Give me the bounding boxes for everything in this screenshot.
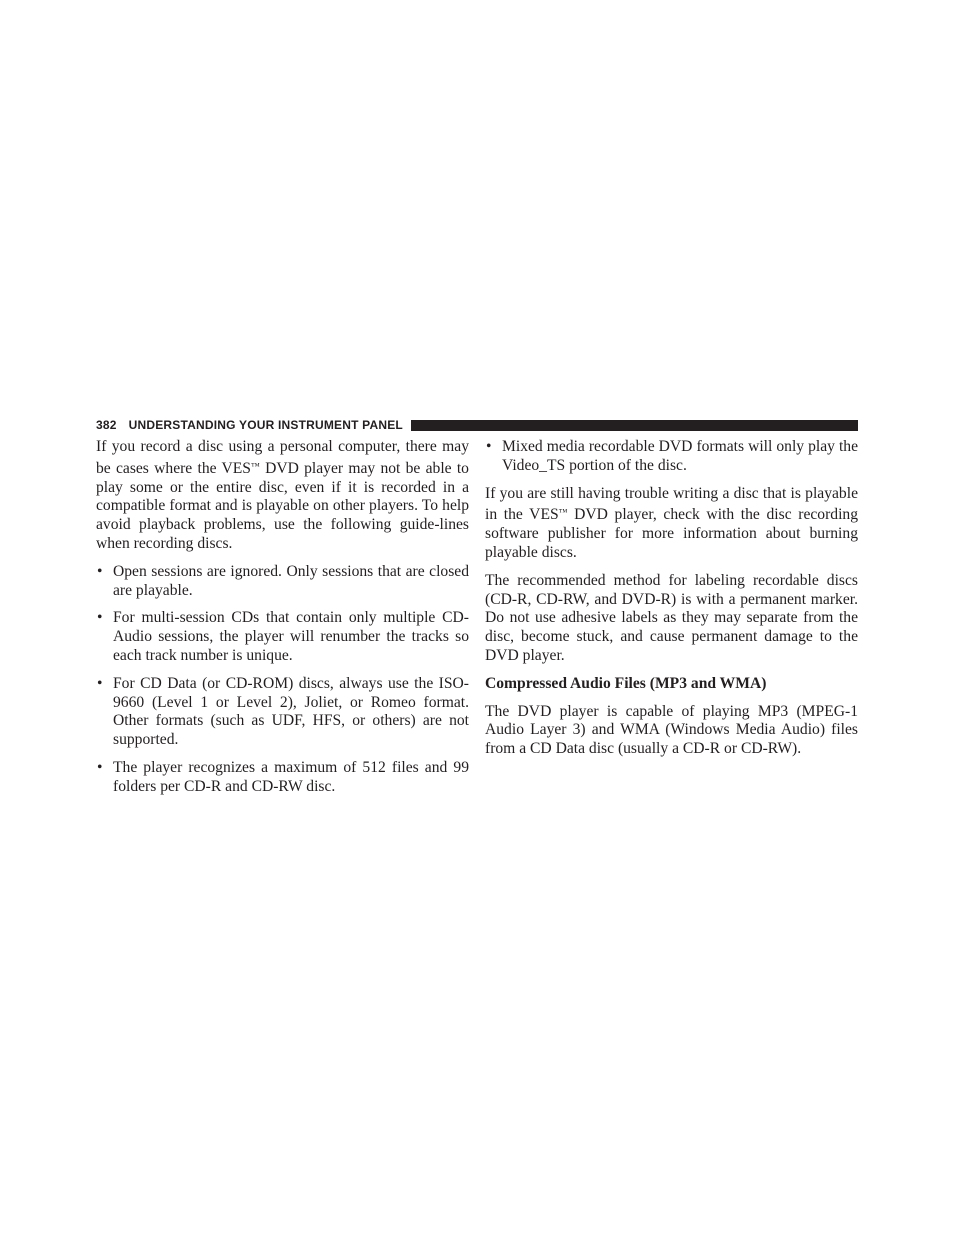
recording-guidelines-list	[96, 563, 469, 797]
labeling-paragraph: The recommended method for labeling recordable discs (CD-R, CD-RW, and DVD-R) is with a permanent marker. Do not use adhesive labels as they may separate from the disc, become stuck, and cause permanent damage to the DVD player.	[485, 571, 858, 664]
list-item	[96, 563, 469, 601]
bullet-icon: •	[97, 674, 103, 692]
section-title: UNDERSTANDING YOUR INSTRUMENT PANEL	[128, 418, 403, 432]
list-item-text: For multi-session CDs that contain only multiple CD-Audio sessions, the player will renumber the tracks so each track number is unique.	[113, 609, 469, 664]
bullet-icon: •	[97, 562, 103, 580]
header-rule-bar	[411, 420, 858, 431]
bullet-icon: •	[97, 609, 103, 627]
bullet-icon: •	[486, 438, 492, 455]
compressed-audio-heading: Compressed Audio Files (MP3 and WMA)	[485, 674, 767, 692]
list-item-text: Open sessions are ignored. Only sessions that are closed are playable.	[113, 562, 469, 599]
intro-text-part1: If you record a disc using a personal computer, there may be cases where the VES	[96, 438, 469, 477]
left-column	[96, 438, 469, 806]
trouble-text-part1: If you are still having trouble writing a disc that is playable in the VES	[485, 484, 858, 524]
trouble-paragraph	[485, 485, 858, 563]
list-item	[96, 675, 469, 750]
list-item	[96, 759, 469, 797]
intro-paragraph	[96, 438, 469, 554]
trademark-symbol: ™	[250, 460, 260, 471]
list-item-text: Mixed media recordable DVD formats will only play the Video_TS portion of the disc.	[502, 438, 858, 474]
page-header	[96, 417, 858, 433]
page-number: 382	[96, 418, 117, 432]
list-item-text: For CD Data (or CD-ROM) discs, always use the ISO-9660 (Level 1 or Level 2), Joliet, or Romeo format. Other formats (such as UDF, HFS, or others) are not supported.	[113, 674, 469, 749]
mp3-wma-paragraph: The DVD player is capable of playing MP3 (MPEG-1 Audio Layer 3) and WMA (Windows Media Audio) files from a CD Data disc (usually a CD-R or CD-RW).	[485, 702, 858, 758]
right-column	[485, 438, 858, 768]
list-item-text: The player recognizes a maximum of 512 files and 99 folders per CD-R and CD-RW disc.	[113, 758, 469, 795]
intro-text-part2: DVD player may not be able to play some or the entire disc, even if it is recorded in a compatible format and is playable on other players. To help avoid playback problems, use the following guide-lines when recording discs.	[96, 459, 469, 552]
list-item	[485, 438, 858, 476]
trouble-text-part2: DVD player, check with the disc recording software publisher for more information about burning playable discs.	[485, 506, 859, 561]
list-item	[96, 609, 469, 665]
trademark-symbol: ™	[558, 507, 568, 518]
bullet-icon: •	[97, 758, 103, 776]
dvd-format-list	[485, 438, 858, 476]
